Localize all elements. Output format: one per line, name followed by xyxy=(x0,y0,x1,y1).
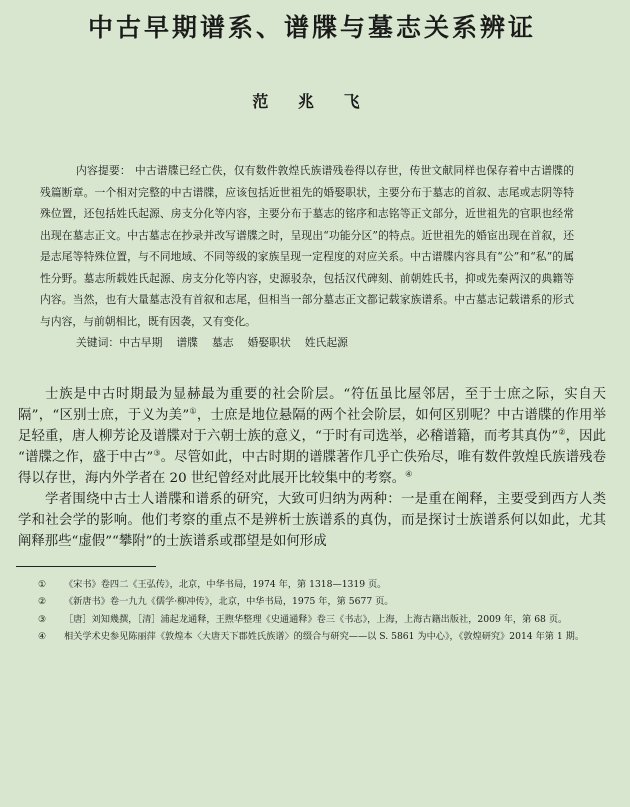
body-text xyxy=(16,384,608,552)
footnotes xyxy=(16,576,608,646)
footnote-3 xyxy=(38,611,608,629)
footnote-1 xyxy=(38,576,608,594)
body-text-span: 。尽管如此，中古时期的谱牒著作几乎亡佚殆尽，唯有数件敦煌氏族谱残卷得以存世，海内外学者在 20 世纪曾经对此展开比较集中的考察。 xyxy=(18,449,606,486)
footnote-number: ① xyxy=(38,578,47,590)
keyword: 婚娶职状 xyxy=(247,336,291,349)
keyword: 墓志 xyxy=(211,336,234,349)
footnote-ref-4[interactable]: ④ xyxy=(405,469,413,479)
footnote-number: ② xyxy=(38,596,47,607)
body-text-span: 士族是中古时期最为显赫最为重要的社会阶层。“符伍虽比屋邻居，至于士庶之际，实自天隔”，“区别士庶，于义为美” xyxy=(18,386,606,423)
footnote-2 xyxy=(38,593,608,611)
body-text-span: ，士庶是地位悬隔的两个社会阶层，如何区别呢？中古谱牒的作用举足轻重，唐人柳芳论及谱牒对于六朝士族的意义，“于时有司选举，必稽谱籍，而考其真伪” xyxy=(18,407,607,444)
author-name: 范 兆 飞 xyxy=(252,92,372,111)
footnote-4 xyxy=(38,628,608,646)
body-text-span: ，因此 “谱牒之作，盛于中古” xyxy=(18,428,606,465)
abstract-text: 中古谱牒已经亡佚，仅有数件敦煌氏族谱残卷得以存世，传世文献同样也保存着中古谱牒的残篇断章。一个相对完整的中古谱牒，应该包括近世祖先的婚娶职状，主要分布于墓志的首叙、志尾或志阴等特殊位置，还包括姓氏起源、房支分化等内容，主要分布于墓志的铭序和志铭等正文部分，近世祖先的官职也经常出现在墓志正文。中古墓志在抄录并改写谱牒之时，呈现出“功能分区”的特点。近世祖先的婚宦出现在首叙，还是志尾等特殊位置，与不同地域、不同等级的家族呈现一定程度的对应关系。中古谱牒内容具有“公”和“私”的属性分野。墓志所载姓氏起源、房支分化等内容，史源驳杂，包括汉代碑刻、前朝姓氏书，抑或先秦两汉的典籍等内容。当然，也有大量墓志没有首叙和志尾，但相当一部分墓志正文都记载家族谱系。中古墓志记载谱系的形式与内容，与前朝相比，既有因袭，又有变化。 xyxy=(40,164,575,328)
footnote-ref-3[interactable]: ③ xyxy=(153,448,161,458)
footnote-text: 相关学术史参见陈丽萍《敦煌本〈大唐天下郡姓氏族谱〉的缀合与研究——以 S. 5861 为中心》，《敦煌研究》2014 年第 1 期。 xyxy=(64,631,585,642)
paper-title: 中古早期谱系、谱牒与墓志关系辨证 xyxy=(87,13,536,42)
footnote-text: ［唐］刘知幾撰，［清］浦起龙通释，王煦华整理《史通通释》卷三《书志》，上海，上海古籍出版社，2009 年，第 68 页。 xyxy=(64,613,568,625)
body-paragraph-2: 学者围绕中古士人谱牒和谱系的研究，大致可归纳为两种：一是重在阐释，主要受到西方人类学和社会学的影响。他们考察的重点不是辨析士族谱系的真伪，而是探讨士族谱系何以如此，尤其阐释那些“虚假”“攀附”的士族谱系或郡望是如何形成 xyxy=(18,491,606,549)
body-paragraph-1 xyxy=(18,384,606,489)
footnote-number: ③ xyxy=(38,613,47,625)
keyword: 姓氏起源 xyxy=(304,336,348,349)
footnote-text: 《新唐书》卷一九九《儒学·柳冲传》，北京，中华书局，1975 年，第 5677 页。 xyxy=(64,596,394,607)
footnote-text: 《宋书》卷四二《王弘传》，北京，中华书局，1974 年，第 1318—1319 页。 xyxy=(64,578,387,590)
footnote-ref-2[interactable]: ② xyxy=(558,427,566,437)
abstract-paragraph xyxy=(40,160,574,332)
keyword: 谱牒 xyxy=(176,336,198,349)
abstract-label: 内容提要： xyxy=(76,164,131,177)
footnote-divider xyxy=(16,566,156,567)
footnote-number: ④ xyxy=(38,631,47,642)
footnote-ref-1[interactable]: ① xyxy=(189,406,197,416)
keyword: 中古早期 xyxy=(119,336,163,349)
keywords-label: 关键词： xyxy=(76,336,120,349)
keywords-line xyxy=(40,332,574,354)
abstract-block xyxy=(16,160,608,354)
